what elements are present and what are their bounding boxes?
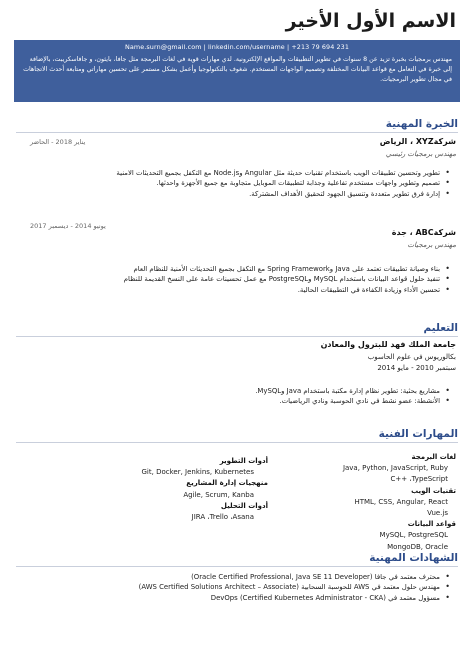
section-divider	[16, 336, 458, 337]
skill-value: JIRA ،Trello ،Asana	[191, 513, 254, 522]
experience-title: الخبرة المهنية	[385, 118, 458, 130]
job-company: شركةXYZ ، الرياض	[379, 137, 456, 146]
skill-value: Agile, Scrum, Kanba	[183, 490, 254, 499]
list-item: • الأنشطة: عضو نشط في نادي الحوسبة ونادي الرياضيات.	[30, 396, 450, 406]
full-name: الاسم الأول الأخير	[285, 10, 456, 32]
skill-label: قواعد البيانات	[407, 520, 456, 529]
degree: بكالوريوس في علوم الحاسوب	[367, 353, 456, 361]
section-divider	[16, 442, 458, 443]
profile-summary: مهندس برمجيات بخبرة تزيد عن 8 سنوات في تطوير التطبيقات والمواقع الإلكترونية. لدي مهارات قوية في لغات البرمجة مثل جافا، بايثون، و جافاسكريبت، بالإضافة إلى خبرة في التعامل مع قواعد البيانات المختلفة وتصميم الواجهات المستخدم. شغوف بالتكنولوجيا وأعمل بشكل مستمر على تحسين مهاراتي ومتابعة أحدث الاتجاهات في مجال تطوير البرمجيات.	[23, 56, 452, 84]
skill-value: MongoDB, Oracle	[387, 542, 448, 551]
skill-value: C++ ،TypeScript	[390, 475, 448, 484]
list-item: • تحسين الأداء وزيادة الكفاءة في التطبيقات الحالية.	[30, 285, 450, 295]
job-bullets	[30, 264, 450, 295]
list-item: • مهندس حلول معتمد في AWS للحوسبة السحابية (AWS Certified Solutions Architect – Associate)	[30, 582, 450, 592]
certifications-title: الشهادات المهنية	[369, 552, 458, 564]
skills-column-right	[256, 452, 456, 553]
job-bullets	[30, 168, 450, 199]
skill-value: HTML, CSS, Angular, React	[354, 497, 448, 506]
skill-value: Vue.js	[427, 509, 448, 518]
job-dates: يناير 2018 - الحاضر	[30, 138, 86, 146]
skill-value: MySQL, PostgreSQL	[379, 531, 448, 540]
school-name: جامعة الملك فهد للبترول والمعادن	[320, 340, 456, 349]
section-divider	[16, 566, 458, 567]
contact-info: Name.surn@gmail.com | linkedin.com/username | +213 79 694 231	[124, 43, 350, 51]
list-item: • تصميم وتطوير واجهات مستخدم تفاعلية وجذابة لتطبيقات الموبايل متجاوبة مع جميع الأجهزة واحدثها.	[30, 178, 450, 188]
skills-title: المهارات الفنية	[378, 428, 458, 440]
skill-label: أدوات التطوير	[219, 457, 268, 465]
education-bullets	[30, 386, 450, 407]
job-role: مهندس برمجيات	[407, 241, 456, 249]
list-item: • محترف معتمد في جافا (Oracle Certified Professional, Java SE 11 Developer)	[30, 572, 450, 582]
list-item: • تطوير وتحسين تطبيقات الويب باستخدام تقنيات حديثة مثل Angular وNode.js مع التكفل بجميع التحديثات الامنية	[30, 168, 450, 178]
list-item: • مشاريع بحثية: تطوير نظام إدارة مكتبة باستخدام Java وMySQL.	[30, 386, 450, 396]
skill-label: أدوات التحليل	[220, 501, 268, 510]
list-item: • بناء وصيانة تطبيقات تعتمد على Java وSpring Framework مع التكفل بجميع التحديثات الأمنية للنظام العام	[30, 264, 450, 274]
education-title: التعليم	[423, 322, 458, 334]
job-role: مهندس برمجيات رئيسي	[385, 150, 456, 158]
list-item: • إدارة فرق تطوير متعددة وتنسيق الجهود لتحقيق الأهداف المشتركة.	[30, 189, 450, 199]
skill-label: لغات البرمجة	[411, 453, 456, 461]
list-item: • تنفيذ حلول قواعد البيانات باستخدام MySQL وPostgreSQL مع عمل تحسينات عامة على النسخ القديمة للنظام	[30, 274, 450, 284]
section-divider	[16, 132, 458, 133]
job-company: شركةABC ، جدة	[391, 228, 456, 237]
skill-value: Java, Python, JavaScript, Ruby	[342, 464, 448, 473]
skills-column-left	[118, 456, 268, 523]
list-item: • مسؤول معتمد في DevOps (Certified Kubernetes Administrator - CKA)	[30, 593, 450, 603]
header-banner	[14, 40, 460, 102]
skill-label: تقنيات الويب	[411, 486, 456, 495]
skill-value: Git, Docker, Jenkins, Kubernetes	[141, 468, 254, 477]
skill-label: منهجيات إدارة المشاريع	[186, 479, 268, 488]
education-dates: سبتمبر 2010 - مايو 2014	[377, 364, 456, 372]
job-dates: يونيو 2014 - ديسمبر 2017	[30, 222, 106, 230]
certifications-list	[30, 572, 450, 603]
